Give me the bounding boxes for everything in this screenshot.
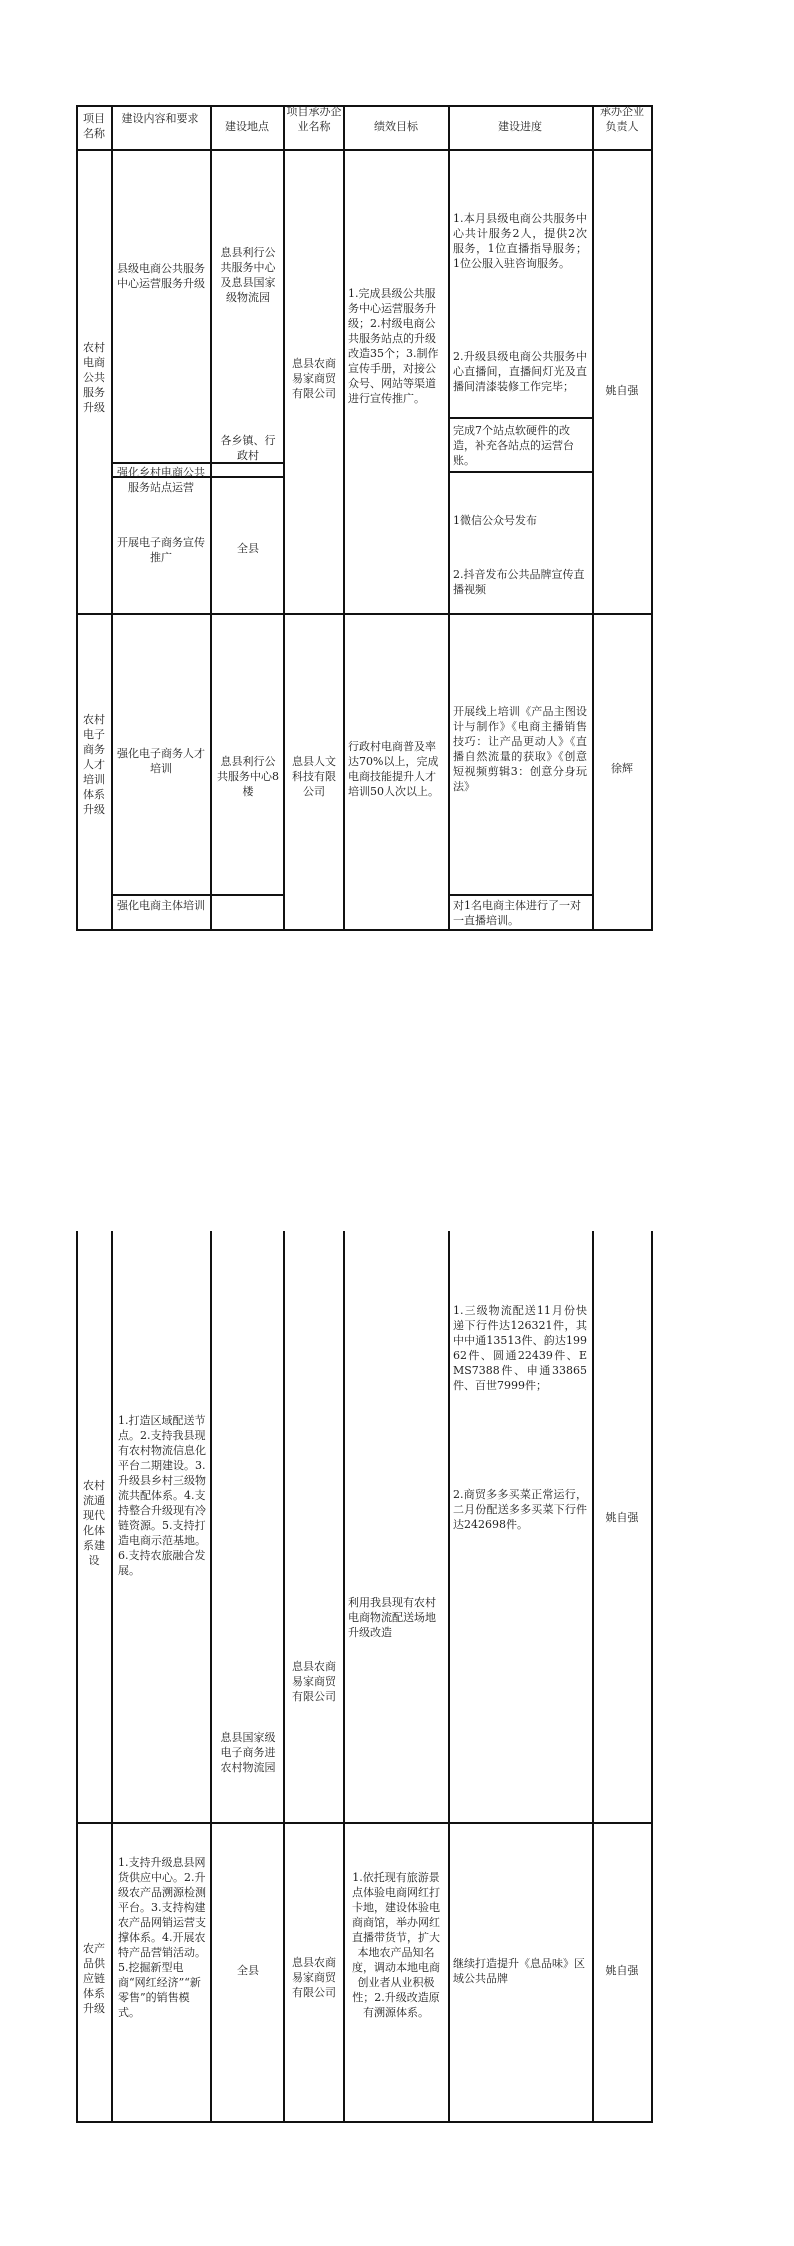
section-divider — [77, 1822, 653, 1824]
col-line — [448, 105, 450, 931]
table-border-top — [77, 105, 653, 107]
col-line — [651, 105, 653, 931]
section-location: 全县 — [237, 1964, 259, 1977]
item-progress: 2.升级县级电商公共服务中心直播间，直播间灯光及直播间清漆装修工作完毕； — [453, 350, 587, 393]
section-location: 息县国家级电子商务进农村物流园 — [220, 1731, 276, 1774]
section-company: 息县农商易家商贸有限公司 — [292, 1956, 336, 1999]
col-line — [343, 105, 345, 931]
section-progress: 2.商贸多多买菜正常运行，二月份配送多多买菜下行件达242698件。 — [453, 1488, 587, 1531]
section-name: 农产品供应链体系升级 — [83, 1942, 105, 2015]
col-line — [111, 1231, 113, 2123]
item-content: 强化电商主体培训 — [117, 899, 205, 912]
header-content: 建设内容和要求 — [121, 112, 199, 125]
section-goal: 1.依托现有旅游景点体验电商网红打卡地，建设体验电商商馆，举办网红直播带货节，扩大本地农产品知名度，调动本地电商创业者从业积极性；2.升级改造原有溯源体系。 — [352, 1871, 440, 2019]
col-line — [210, 105, 212, 931]
col-line — [592, 105, 594, 931]
table-border-bottom — [77, 2121, 653, 2123]
item-content: 开展电子商务宣传推广 — [117, 536, 205, 564]
col-line — [210, 1231, 212, 2123]
item-location: 息县利行公共服务中心及息县国家级物流园 — [220, 246, 276, 304]
section-name: 农村电商公共服务升级 — [83, 341, 105, 414]
header-divider — [77, 149, 653, 151]
section-goal: 1.完成县级公共服务中心运营服务升级；2.村级电商公共服务站点的升级改造35个；3.制作宣传手册，对接公众号、网站等渠道进行宣传推广。 — [348, 287, 439, 405]
col-line — [283, 105, 285, 931]
item-content: 强化乡村电商公共服务站点运营 — [117, 466, 205, 494]
item-location: 全县 — [237, 542, 259, 555]
header-person: 承办企业负责人 — [600, 105, 644, 133]
row-divider — [449, 894, 593, 896]
row-divider — [111, 894, 284, 896]
header-goal: 绩效目标 — [374, 120, 418, 133]
section-progress: 继续打造提升《息品味》区域公共品牌 — [453, 1957, 585, 1985]
item-progress: 对1名电商主体进行了一对一直播培训。 — [453, 899, 581, 927]
section-person: 姚自强 — [605, 1964, 639, 1977]
item-progress: 完成7个站点软硬件的改造，补充各站点的运营台账。 — [453, 424, 574, 467]
col-line — [651, 1231, 653, 2123]
item-content: 县级电商公共服务中心运营服务升级 — [117, 262, 205, 290]
row-divider — [449, 471, 593, 473]
item-progress: 1.本月县级电商公共服务中心共计服务2人，提供2次服务，1位直播指导服务；1位公服入驻咨询服务。 — [453, 212, 587, 270]
section-name: 农村电子商务人才培训体系升级 — [83, 713, 105, 816]
col-line — [76, 1231, 78, 2123]
section-person: 徐辉 — [611, 762, 633, 775]
section-goal: 行政村电商普及率达70%以上，完成电商技能提升人才培训50人次以上。 — [348, 740, 439, 798]
section-company: 息县农商易家商贸有限公司 — [292, 357, 336, 400]
col-line — [343, 1231, 345, 2123]
item-location: 息县利行公共服务中心8楼 — [217, 755, 279, 798]
section-company: 息县农商易家商贸有限公司 — [292, 1660, 336, 1703]
header-name: 项目名称 — [83, 112, 105, 140]
item-progress: 1微信公众号发布 — [453, 514, 537, 527]
section-progress: 1.三级物流配送11月份快递下行件达126321件，其中中通13513件、韵达19962件、圆通22439件、EMS7388件、申通33865件、百世7999件； — [453, 1304, 587, 1392]
section-company: 息县人文科技有限公司 — [292, 755, 336, 798]
section-goal: 利用我县现有农村电商物流配送场地升级改造 — [348, 1596, 436, 1639]
item-progress: 2.抖音发布公共品牌宣传直播视频 — [453, 568, 585, 596]
header-progress: 建设进度 — [498, 120, 542, 133]
col-line — [283, 1231, 285, 2123]
table-border-bottom — [77, 929, 653, 931]
item-location: 各乡镇、行政村 — [220, 434, 276, 462]
section-person: 姚自强 — [605, 1511, 639, 1524]
col-line — [76, 105, 78, 931]
col-line — [448, 1231, 450, 2123]
item-content: 强化电子商务人才培训 — [117, 747, 205, 775]
header-company: 项目承办企业名称 — [286, 105, 342, 133]
section-content: 1.打造区域配送节点。2.支持我县现有农村物流信息化平台二期建设。3.升级县乡村三级物流共配体系。4.支持整合升级现有冷链资源。5.支持打造电商示范基地。6.支持农旅融合发展。 — [118, 1414, 206, 1577]
section-content: 1.支持升级息县网货供应中心。2.升级农产品溯源检测平台。3.支持构建农产品网销运营支撑体系。4.开展农特产品营销活动。5.挖掘新型电商“网红经济”“新零售”的销售模式。 — [118, 1856, 206, 2019]
section-divider — [77, 613, 653, 615]
item-progress: 开展线上培训《产品主图设计与制作》《电商主播销售技巧：让产品更动人》《直播自然流量的获取》《创意短视频剪辑3：创意分身玩法》 — [453, 705, 587, 793]
section-person: 姚自强 — [605, 384, 639, 397]
header-location: 建设地点 — [225, 120, 269, 133]
row-divider — [449, 417, 593, 419]
col-line — [592, 1231, 594, 2123]
section-name: 农村流通现代化体系建设 — [83, 1479, 105, 1567]
col-line — [111, 105, 113, 931]
